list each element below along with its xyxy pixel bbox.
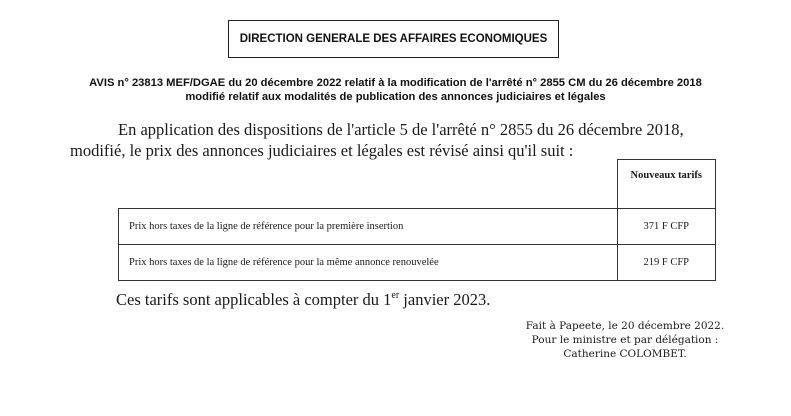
department-title-box xyxy=(228,20,559,58)
effective-date-text-end: janvier 2023. xyxy=(399,290,491,309)
intro-line-2: modifié, le prix des annonces judiciaires et légales est révisé ainsi qu'il suit : xyxy=(70,141,574,160)
signature-delegation: Pour le ministre et par délégation : xyxy=(531,334,719,346)
department-title: DIRECTION GENERALE DES AFFAIRES ECONOMIQUES xyxy=(239,33,548,45)
signature-name: Catherine COLOMBET. xyxy=(563,348,687,360)
table-row xyxy=(119,208,716,244)
effective-date-text-start: Ces tarifs sont applicables à compter du 1 xyxy=(116,290,392,309)
tariff-table-header-empty xyxy=(119,160,618,209)
avis-heading xyxy=(40,76,751,104)
signature-place-date: Fait à Papeete, le 20 décembre 2022. xyxy=(525,320,725,332)
effective-date-sentence xyxy=(116,290,490,310)
tariff-table xyxy=(118,159,716,281)
intro-paragraph xyxy=(70,119,730,161)
tariff-table-header-row xyxy=(119,160,716,209)
tariff-row-label: Prix hors taxes de la ligne de référence pour la première insertion xyxy=(119,208,618,244)
avis-heading-line-1: AVIS n° 23813 MEF/DGAE du 20 décembre 2022 relatif à la modification de l'arrêté n° 2855 CM du 26 décembre 2018 xyxy=(89,77,702,89)
avis-heading-line-2: modifié relatif aux modalités de publication des annonces judiciaires et légales xyxy=(185,91,606,103)
effective-date-ordinal: er xyxy=(391,290,400,301)
table-row xyxy=(119,244,716,280)
tariff-row-label: Prix hors taxes de la ligne de référence pour la même annonce renouvelée xyxy=(119,244,618,280)
tariff-table-header: Nouveaux tarifs xyxy=(617,160,716,209)
tariff-row-value: 219 F CFP xyxy=(617,244,716,280)
tariff-row-value: 371 F CFP xyxy=(617,208,716,244)
intro-line-1: En application des dispositions de l'article 5 de l'arrêté n° 2855 du 26 décembre 2018, xyxy=(118,120,684,139)
signature-block xyxy=(500,319,750,361)
